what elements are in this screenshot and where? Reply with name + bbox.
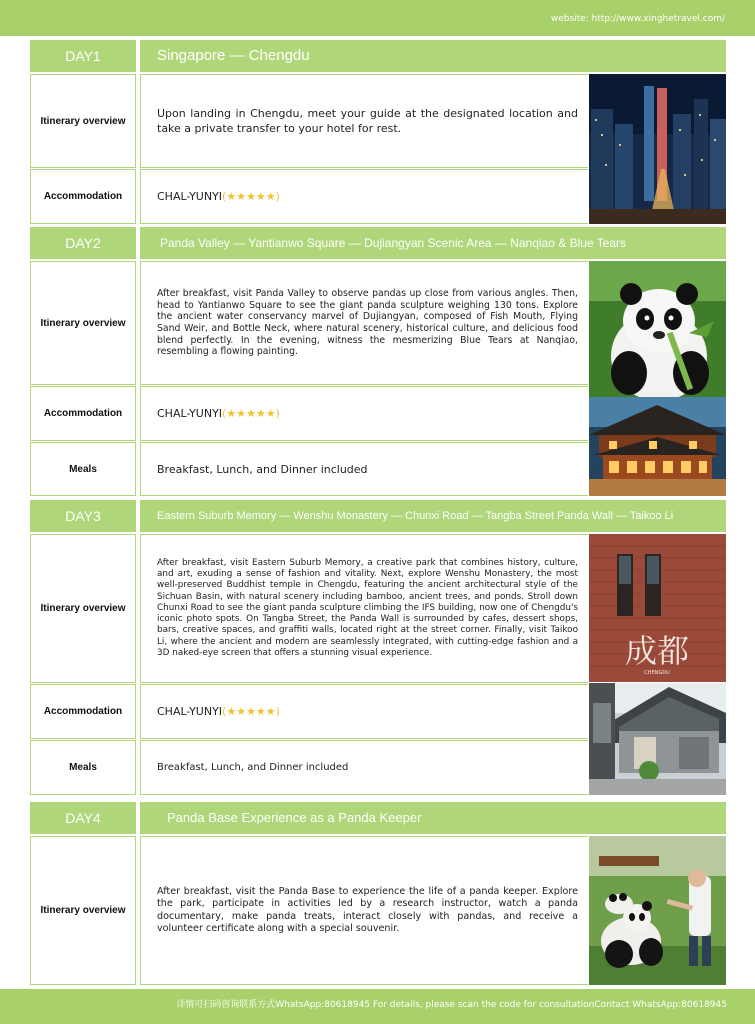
day1-accommodation-cell [140,169,588,224]
day1-hotel-name: CHAL-YUNYI [157,190,223,203]
chengdu-brick-wall-image [589,534,726,682]
bottom-bar [0,989,755,1024]
day3-accommodation-label: Accommodation [30,684,136,739]
website-url[interactable]: website: http://www.xinghetravel.com/ [550,14,725,24]
taikoo-li-street-image [589,683,726,795]
day1-overview-label: Itinerary overview [30,74,136,168]
day3-title: Eastern Suburb Memory — Wenshu Monastery — Chunxi Road — Tangba Street Panda Wall — Taikoo Li [140,500,726,532]
day4-overview-cell [140,836,588,985]
day2-label: DAY2 [30,227,136,259]
day1-overview-text: Upon landing in Chengdu, meet your guide at the designated location and take a private transfer to your hotel for rest. [157,107,578,135]
day3-meals-text: Breakfast, Lunch, and Dinner included [157,762,349,773]
day2-overview-cell [140,261,588,385]
panda-keeper-feeding-image [589,836,726,985]
day3-hotel-name: CHAL-YUNYI [157,705,223,718]
day3-overview-cell [140,534,588,683]
day2-overview-text: After breakfast, visit Panda Valley to observe pandas up close from various angles. Then, head to Yantianwo Square to see the giant panda sculpture weighing 130 tons. Explore the ancient water conservancy marvel of Dujiangyan, composed of Fish Mouth, Flying Sand Weir, and Bottle Neck, where natural scenery, historical culture, and delicious food blend perfectly. In the evening, witness the mesmerizing Blue Tears at Nanqiao, resembling a flowing painting. [157,288,578,358]
day1-accommodation-label: Accommodation [30,169,136,224]
day3-label: DAY3 [30,500,136,532]
day4-overview-label: Itinerary overview [30,836,136,985]
nanqiao-pavilion-image [589,397,726,496]
day1-title: Singapore — Chengdu [140,40,726,72]
chengdu-wall-english-text: CHENGDU [644,670,670,676]
day4-overview-text: After breakfast, visit the Panda Base to experience the life of a panda keeper. Explore the park, participate in activities led by a research instructor, watch a panda documentary, make panda treats, interact closely with pandas, and receive a volunteer certificate along with a special souvenir. [157,886,578,934]
day2-title: Panda Valley — Yantianwo Square — Dujiangyan Scenic Area — Nanqiao & Blue Tears [140,227,726,259]
panda-eating-bamboo-image [589,261,726,397]
day3-overview-text: After breakfast, visit Eastern Suburb Memory, a creative park that combines history, culture, and art, exuding a sense of fashion and vitality. Next, explore Wenshu Monastery, the most well-preserved Buddhist temple in Chengdu, featuring the ancient architectural style of the Sichuan Basin, with natural scenery including bamboo, ancient trees, and ponds. Stroll down Chunxi Road to see the giant panda sculpture climbing the IFS building, now one of Chengdu's iconic photo spots. On Tangba Street, the Panda Wall is surrounded by cafes, dessert shops, bars, creative spaces, and graffiti walls, located right at the street corner. Finally, visit Taikoo Li, where the ancient and modern are seamlessly integrated, with cutting-edge fashion and a 3D naked-eye screen that offers a stunning visual experience. [157,557,578,659]
day3-meals-cell [140,740,588,795]
day2-meals-cell [140,442,588,496]
day4-title: Panda Base Experience as a Panda Keeper [140,802,726,834]
star-rating: (★★★★★) [222,407,280,420]
footer-contact-text: 详情可扫码咨询联系方式WhatsApp:80618945 For details, please scan the code for consultationContact WhatsApp:80618945 [176,1000,727,1010]
day1-label: DAY1 [30,40,136,72]
day2-hotel-name: CHAL-YUNYI [157,407,223,420]
chengdu-skyline-image [589,74,726,224]
star-rating: (★★★★★) [222,190,280,203]
day2-accommodation-cell [140,386,588,441]
chengdu-wall-chinese-text: 成都 [624,632,690,670]
day2-overview-label: Itinerary overview [30,261,136,385]
top-bar [0,0,755,36]
day1-overview-cell [140,74,588,168]
day3-meals-label: Meals [30,740,136,795]
day3-overview-label: Itinerary overview [30,534,136,683]
day2-meals-text: Breakfast, Lunch, and Dinner included [157,462,368,476]
day2-meals-label: Meals [30,442,136,496]
day3-accommodation-cell [140,684,588,739]
star-rating: (★★★★★) [222,705,280,718]
day4-label: DAY4 [30,802,136,834]
day2-accommodation-label: Accommodation [30,386,136,441]
